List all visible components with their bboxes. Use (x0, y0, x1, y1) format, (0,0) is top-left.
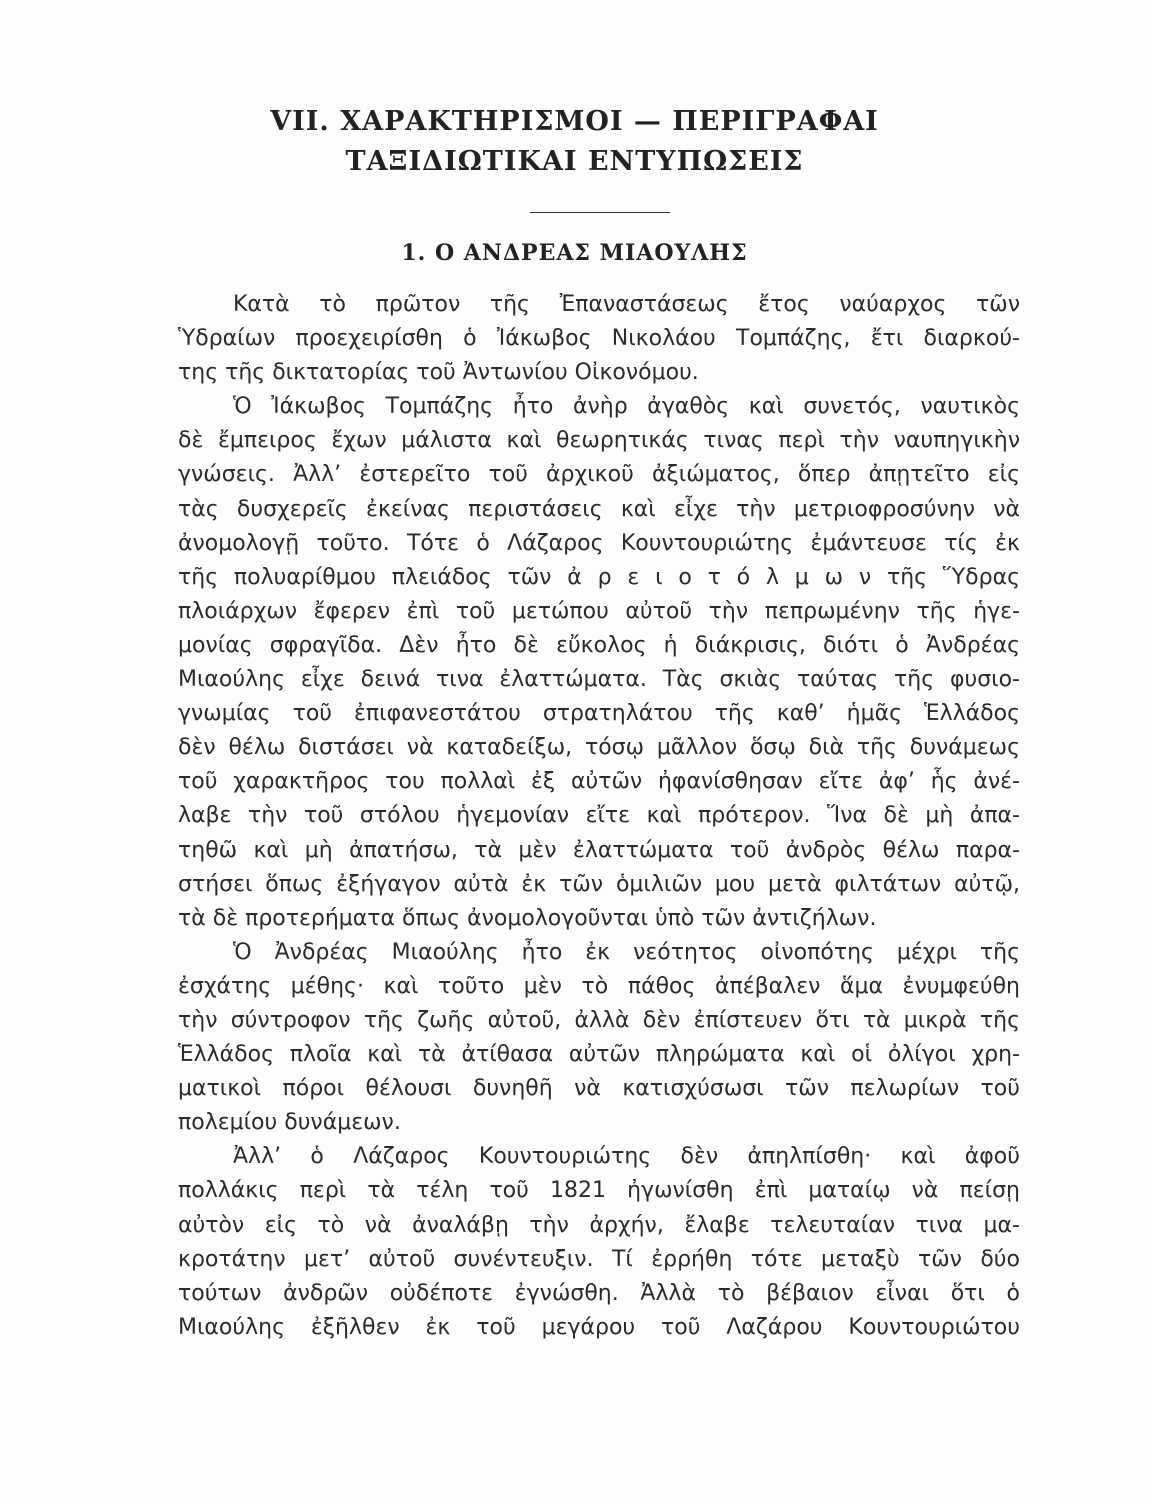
text-line: Μιαούλης ἐξῆλθεν ἐκ τοῦ μεγάρου τοῦ Λαζάρου Κουντουριώτου (178, 1314, 1020, 1340)
text-line: ματικοὶ πόροι θέλουσι δυνηθῆ νὰ κατισχύσωσι τῶν πελωρίων τοῦ (178, 1076, 1020, 1102)
text-line: Ὑδραίων προεχειρίσθη ὁ Ἰάκωβος Νικολάου Τομπάζης, ἔτι διαρκού- (178, 326, 1020, 352)
section-title: 1. Ο ΑΝΔΡΕΑΣ ΜΙΑΟΥΛΗΣ (401, 240, 748, 266)
text-line: Ὁ Ἰάκωβος Τομπάζης ἦτο ἀνὴρ ἀγαθὸς καὶ συνετός, ναυτικὸς (233, 394, 1020, 420)
text-line: γνώσεις. Ἀλλ’ ἐστερεῖτο τοῦ ἀρχικοῦ ἀξιώματος, ὅπερ ἀπῃτεῖτο εἰς (178, 462, 1020, 488)
text-line: Μιαούλης εἶχε δεινά τινα ἐλαττώματα. Τὰς σκιὰς ταύτας τῆς φυσιο- (178, 667, 1020, 693)
text-line: ἐσχάτης μέθης· καὶ τοῦτο μὲν τὸ πάθος ἀπέβαλεν ἅμα ἐνυμφεύθη (178, 973, 1020, 999)
text-line: τούτων ἀνδρῶν οὐδέποτε ἐγνώσθη. Ἀλλὰ τὸ βέβαιον εἶναι ὅτι ὁ (178, 1280, 1020, 1306)
text-line: Ὁ Ἀνδρέας Μιαούλης ἦτο ἐκ νεότητος οἰνοπότης μέχρι τῆς (233, 939, 1020, 965)
text-line: λαβε τὴν τοῦ στόλου ἡγεμονίαν εἴτε καὶ πρότερον. Ἵνα δὲ μὴ ἀπα- (178, 803, 1020, 829)
text-line: αὐτὸν εἰς τὸ νὰ ἀναλάβῃ τὴν ἀρχήν, ἔλαβε τελευταίαν τινα μα- (178, 1212, 1020, 1238)
text-line: Ἑλλάδος πλοῖα καὶ τὰ ἀτίθασα αὐτῶν πληρώματα καὶ οἱ ὀλίγοι χρη- (178, 1042, 1020, 1068)
text-line: Ἀλλ’ ὁ Λάζαρος Κουντουριώτης δὲν ἀπηλπίσθη· καὶ ἀφοῦ (233, 1144, 1020, 1170)
heading-divider (530, 212, 670, 213)
body-text (178, 288, 1020, 1345)
text-line: τῆς πολυαρίθμου πλειάδος τῶν ἀ ρ ε ι ο τ ό λ μ ω ν τῆς Ὕδρας (178, 564, 1020, 590)
text-line: τὰς δυσχερεῖς ἐκείνας περιστάσεις καὶ εἶχε τὴν μετριοφροσύνην νὰ (178, 496, 1020, 522)
chapter-heading-line-1: VII. ΧΑΡΑΚΤΗΡΙΣΜΟΙ — ΠΕΡΙΓΡΑΦΑΙ (270, 106, 879, 137)
text-line: τὴν σύντροφον τῆς ζωῆς αὐτοῦ, ἀλλὰ δὲν ἐπίστευεν ὅτι τὰ μικρὰ τῆς (178, 1007, 1020, 1033)
text-line: της τῆς δικτατορίας τοῦ Ἀντωνίου Οἰκονόμου. (178, 360, 699, 386)
text-line: τοῦ χαρακτῆρος του πολλαὶ ἐξ αὐτῶν ἠφανίσθησαν εἴτε ἀφ’ ἧς ἀνέ- (178, 769, 1020, 795)
chapter-heading-line-2: ΤΑΞΙΔΙΩΤΙΚΑΙ ΕΝΤΥΠΩΣΕΙΣ (345, 146, 804, 177)
text-line: στήσει ὅπως ἐξήγαγον αὐτὰ ἐκ τῶν ὁμιλιῶν μου μετὰ φιλτάτων αὐτῷ, (178, 871, 1020, 897)
text-line: τὰ δὲ προτερήματα ὅπως ἀνομολογοῦνται ὑπὸ τῶν ἀντιζήλων. (178, 905, 877, 931)
text-line: πολλάκις περὶ τὰ τέλη τοῦ 1821 ἠγωνίσθη ἐπὶ ματαίῳ νὰ πείσῃ (178, 1178, 1020, 1204)
text-line: κροτάτην μετ’ αὐτοῦ συνέντευξιν. Τί ἐρρήθη τότε μεταξὺ τῶν δύο (178, 1246, 1020, 1272)
text-line: πλοιάρχων ἔφερεν ἐπὶ τοῦ μετώπου αὐτοῦ τὴν πεπρωμένην τῆς ἡγε- (178, 598, 1020, 624)
text-line: πολεμίου δυνάμεων. (178, 1110, 401, 1136)
text-line: δὲ ἔμπειρος ἔχων μάλιστα καὶ θεωρητικάς τινας περὶ τὴν ναυπηγικὴν (178, 428, 1020, 454)
text-line: δὲν θέλω διστάσει νὰ καταδείξω, τόσῳ μᾶλλον ὅσῳ διὰ τῆς δυνάμεως (178, 735, 1020, 761)
text-line: ἀνομολογῇ τοῦτο. Τότε ὁ Λάζαρος Κουντουριώτης ἐμάντευσε τίς ἐκ (178, 530, 1020, 556)
text-line: τηθῶ καὶ μὴ ἀπατήσω, τὰ μὲν ἐλαττώματα τοῦ ἀνδρὸς θέλω παρα- (178, 837, 1020, 863)
text-line: γνωμίας τοῦ ἐπιφανεστάτου στρατηλάτου τῆς καθ’ ἡμᾶς Ἑλλάδος (178, 701, 1020, 727)
text-line: Κατὰ τὸ πρῶτον τῆς Ἐπαναστάσεως ἔτος ναύαρχος τῶν (233, 292, 1020, 317)
text-line: μονίας σφραγῖδα. Δὲν ἦτο δὲ εὔκολος ἡ διάκρισις, διότι ὁ Ἀνδρέας (178, 632, 1020, 658)
